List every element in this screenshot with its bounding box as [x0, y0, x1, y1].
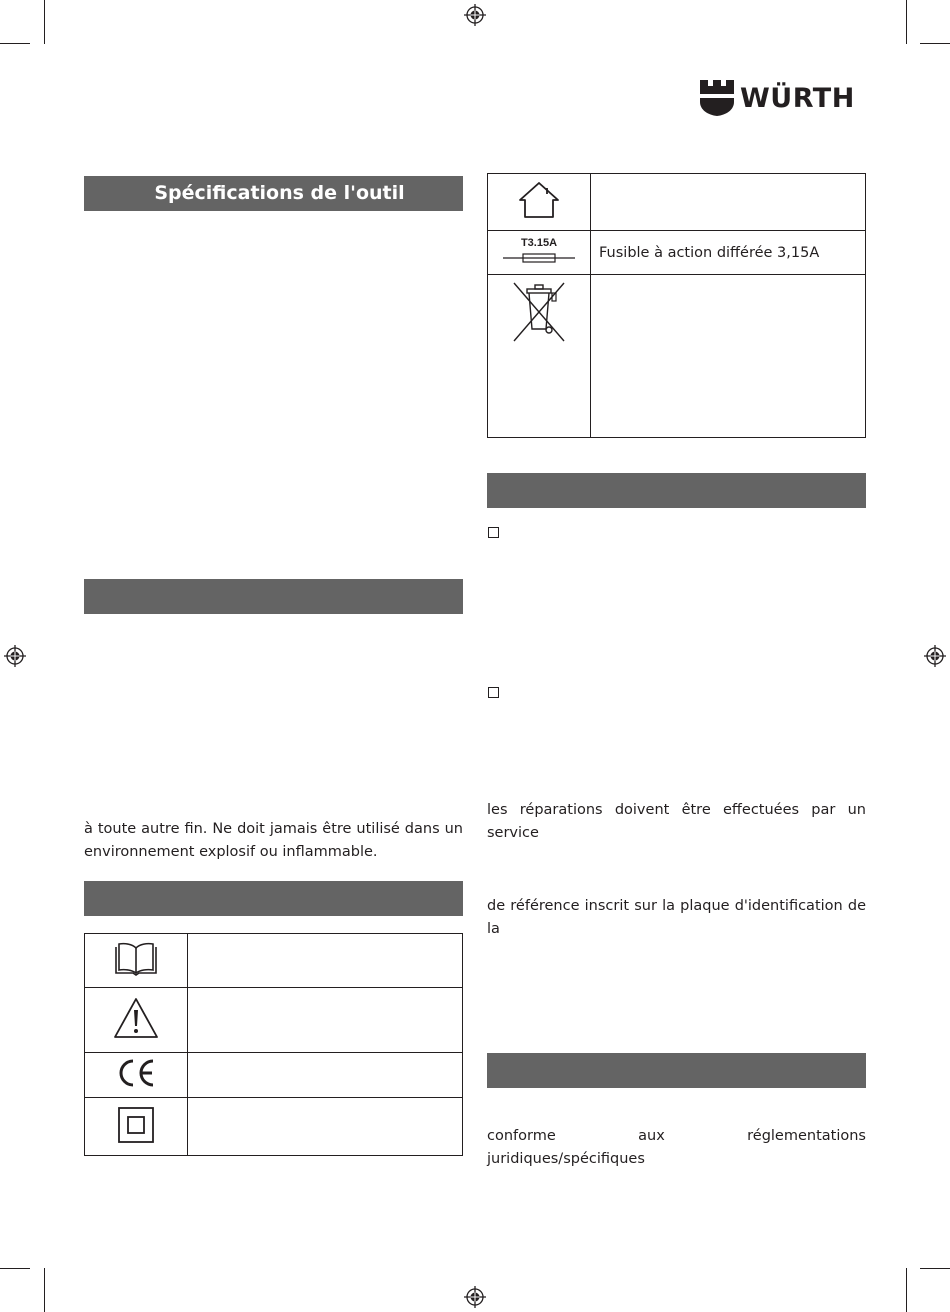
crop-mark	[44, 1268, 45, 1312]
wurth-emblem-icon	[700, 80, 734, 116]
symbol-description: Fusible à action différée 3,15A	[591, 231, 866, 275]
symbols-table-continued	[487, 173, 866, 438]
symbols-header	[84, 881, 463, 916]
crop-mark	[920, 1268, 950, 1269]
intended-use-header	[84, 579, 463, 614]
warning-triangle-icon	[112, 996, 160, 1040]
table-row	[85, 988, 463, 1053]
bullet-checkbox	[488, 687, 499, 698]
crop-mark	[44, 0, 45, 44]
declaration-header	[487, 1053, 866, 1088]
symbol-description	[188, 934, 463, 988]
symbol-description	[188, 1098, 463, 1156]
intended-use-line: à toute autre fin. Ne doit jamais être utilisé dans un	[84, 821, 463, 837]
ce-mark-icon	[114, 1058, 158, 1088]
table-row	[488, 231, 866, 275]
double-insulation-icon	[116, 1105, 156, 1145]
maintenance-line: les réparations doivent être effectuées par un service	[487, 802, 866, 841]
indoor-use-house-icon	[516, 180, 562, 220]
registration-mark-icon	[464, 1286, 486, 1308]
crop-mark	[906, 1268, 907, 1312]
crop-mark	[920, 43, 950, 44]
symbol-description	[188, 988, 463, 1053]
intended-use-line: environnement explosif ou inflammable.	[84, 844, 378, 860]
maintenance-header	[487, 473, 866, 508]
table-row	[85, 934, 463, 988]
manual-book-icon	[113, 941, 159, 977]
crop-mark	[0, 1268, 30, 1269]
registration-mark-icon	[4, 645, 26, 667]
symbol-description	[591, 174, 866, 231]
crossed-bin-weee-icon	[511, 279, 567, 343]
table-row	[488, 174, 866, 231]
fuse-icon	[499, 234, 579, 268]
crop-mark	[0, 43, 30, 44]
table-row	[85, 1053, 463, 1098]
fuse-rating-label: T3.15A	[520, 236, 558, 249]
table-row	[85, 1098, 463, 1156]
crop-mark	[906, 0, 907, 44]
tool-specs-title: Spécifications de l'outil	[154, 182, 405, 204]
declaration-line: conforme aux réglementations juridiques/spécifiques	[487, 1128, 866, 1167]
symbol-description	[591, 275, 866, 438]
symbols-table	[84, 933, 463, 1156]
table-row	[488, 275, 866, 438]
symbol-description	[188, 1053, 463, 1098]
brand-name: WÜRTH	[740, 82, 855, 114]
wurth-logo	[700, 80, 855, 116]
registration-mark-icon	[924, 645, 946, 667]
maintenance-line: de référence inscrit sur la plaque d'identification de la	[487, 898, 866, 937]
bullet-checkbox	[488, 527, 499, 538]
tool-specs-header	[84, 176, 463, 211]
registration-mark-icon	[464, 4, 486, 26]
